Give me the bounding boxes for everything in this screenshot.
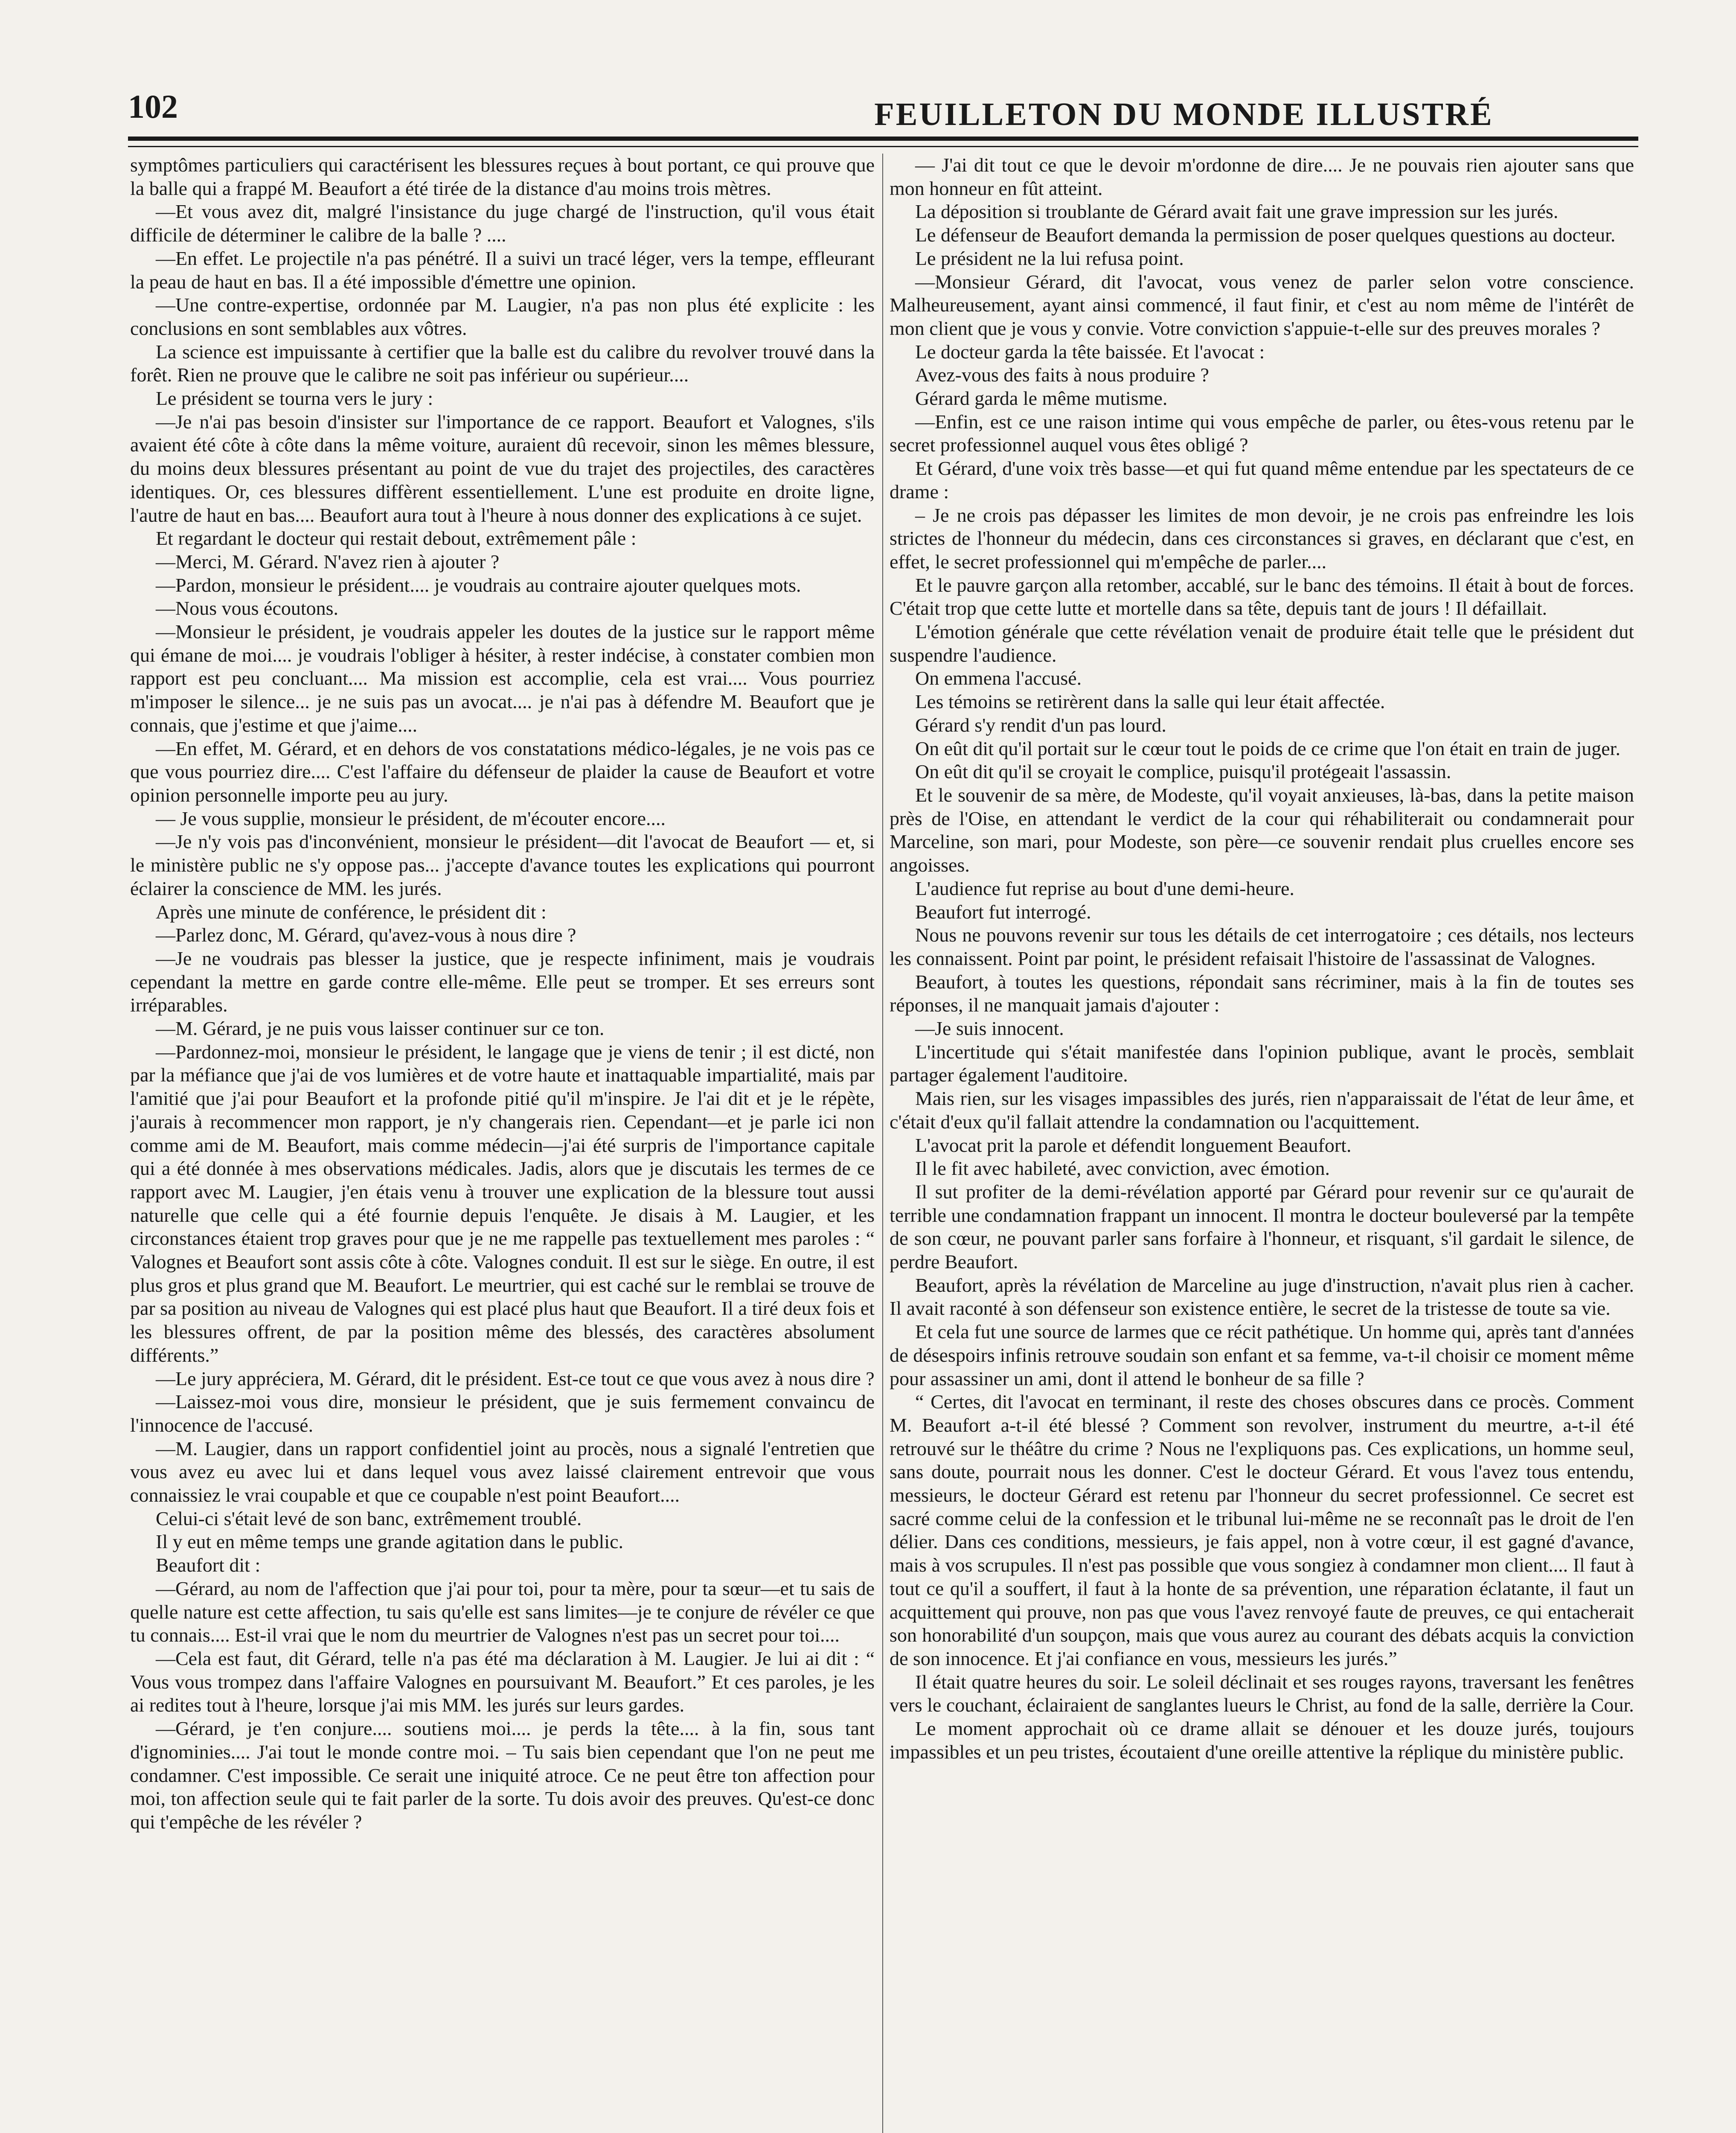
- paragraph: L'avocat prit la parole et défendit longuement Beaufort.: [915, 1134, 1352, 1156]
- paragraph: L'incertitude qui s'était manifestée dans l'opinion publique, avant le procès, semblait partager également l'auditoire.: [890, 1040, 1634, 1086]
- paragraph: Et regardant le docteur qui restait debout, extrêmement pâle :: [156, 527, 637, 549]
- paragraph: Et le pauvre garçon alla retomber, accablé, sur le banc des témoins. Il était à bout de forces. C'était trop que cette lutte et mortelle dans sa tête, depuis tant de jours ! Il défaillait.: [890, 574, 1634, 619]
- page-number: 102: [128, 88, 178, 125]
- paragraph: —Nous vous écoutons.: [156, 597, 339, 619]
- paragraph: On emmena l'accusé.: [915, 667, 1082, 689]
- paragraph: Le président se tourna vers le jury :: [156, 387, 433, 410]
- column-divider: [882, 154, 883, 2133]
- paragraph: On eût dit qu'il se croyait le complice, puisqu'il protégeait l'assassin.: [915, 761, 1451, 783]
- paragraph: Beaufort fut interrogé.: [915, 901, 1091, 923]
- paragraph: —Je n'y vois pas d'inconvénient, monsieur le président—dit l'avocat de Beaufort — et, si le ministère public ne s'y oppose pas... j'accepte d'avance toutes les explications qui pourront éclairer la conscience de MM. les jurés.: [130, 831, 875, 899]
- paragraph: Le moment approchait où ce drame allait se dénouer et les douze jurés, toujours impassibles et un peu tristes, écoutaient d'une oreille attentive la réplique du ministère public.: [890, 1717, 1634, 1763]
- paragraph: — Je vous supplie, monsieur le président, de m'écouter encore....: [156, 807, 666, 829]
- paragraph: Le défenseur de Beaufort demanda la permission de poser quelques questions au docteur.: [915, 224, 1616, 246]
- paragraph: Et Gérard, d'une voix très basse—et qui fut quand même entendue par les spectateurs de ce drame :: [890, 457, 1634, 503]
- paragraph: —M. Laugier, dans un rapport confidentiel joint au procès, nous a signalé l'entretien que vous avez eu avec lui et dans lequel vous avez laissé clairement entrevoir que vous connaissiez le vrai coupable et que ce coupable n'est point Beaufort....: [130, 1437, 875, 1506]
- paragraph: La science est impuissante à certifier que la balle est du calibre du revolver trouvé dans la forêt. Rien ne prouve que le calibre ne soit pas inférieur ou supérieur....: [130, 340, 875, 386]
- paragraph: —Merci, M. Gérard. N'avez rien à ajouter ?: [156, 550, 500, 572]
- header-rule-thin: [128, 146, 1638, 147]
- paragraph: Mais rien, sur les visages impassibles des jurés, rien n'apparaissait de l'état de leur âme, et c'était d'eux qu'il fallait attendre la condamnation ou l'acquittement.: [890, 1087, 1634, 1133]
- paragraph: On eût dit qu'il portait sur le cœur tout le poids de ce crime que l'on était en train de juger.: [915, 737, 1620, 759]
- header-rule-thick: [128, 137, 1638, 141]
- running-head-title: FEUILLETON DU MONDE ILLUSTRÉ: [874, 96, 1494, 132]
- paragraph: Beaufort, après la révélation de Marceline au juge d'instruction, n'avait plus rien à cacher. Il avait raconté à son défenseur son existence entière, le secret de la tristesse de toute sa vie.: [890, 1274, 1634, 1319]
- paragraph: —M. Gérard, je ne puis vous laisser continuer sur ce ton.: [156, 1017, 605, 1040]
- paragraph: Le docteur garda la tête baissée. Et l'avocat :: [915, 340, 1265, 363]
- paragraph: —Je n'ai pas besoin d'insister sur l'importance de ce rapport. Beaufort et Valognes, s'ils avaient été côte à côte dans la même voiture, auraient dû recevoir, sinon les mêmes blessure, du moins deux blessures présentant au point de vue du trajet des projectiles, des caractères identiques. Or, ces blessures diffèrent essentiellement. L'une est produite en droite ligne, l'autre de haut en bas.... Beaufort aura tout à l'heure à nous donner des explications à ce sujet.: [130, 410, 875, 526]
- paragraph: —En effet. Le projectile n'a pas pénétré. Il a suivi un tracé léger, vers la tempe, effleurant la peau de haut en bas. Il a été impossible d'émettre une opinion.: [130, 247, 875, 293]
- paragraph: L'émotion générale que cette révélation venait de produire était telle que le président dut suspendre l'audience.: [890, 621, 1634, 666]
- right-column: [890, 154, 1634, 2133]
- paragraph: —Laissez-moi vous dire, monsieur le président, que je suis fermement convaincu de l'innocence de l'accusé.: [130, 1391, 875, 1436]
- paragraph: Le président ne la lui refusa point.: [915, 247, 1184, 269]
- paragraph: Gérard garda le même mutisme.: [915, 387, 1168, 410]
- paragraph: — J'ai dit tout ce que le devoir m'ordonne de dire.... Je ne pouvais rien ajouter sans que mon honneur en fût atteint.: [890, 154, 1634, 199]
- paragraph: Après une minute de conférence, le président dit :: [156, 901, 547, 923]
- paragraph: Avez-vous des faits à nous produire ?: [915, 364, 1209, 386]
- paragraph: —Gérard, je t'en conjure.... soutiens moi.... je perds la tête.... à la fin, sous tant d'ignominies.... J'ai tout le monde contre moi. – Tu sais bien cependant que l'on ne peut me condamner. C'est impossible. Ce serait une iniquité atroce. Ce ne peut être ton affection pour moi, ton affection seule qui te fait parler de la sorte. Tu dois avoir des preuves. Qu'est-ce donc qui t'empêche de les révéler ?: [130, 1717, 875, 1833]
- paragraph: —Le jury appréciera, M. Gérard, dit le président. Est-ce tout ce que vous avez à nous dire ?: [156, 1367, 875, 1389]
- paragraph: Il y eut en même temps une grande agitation dans le public.: [156, 1531, 624, 1553]
- paragraph: La déposition si troublante de Gérard avait fait une grave impression sur les jurés.: [915, 201, 1559, 223]
- paragraph: symptômes particuliers qui caractérisent les blessures reçues à bout portant, ce qui prouve que la balle qui a frappé M. Beaufort a été tirée de la distance d'au moins trois mètres.: [130, 154, 875, 199]
- paragraph: —Monsieur Gérard, dit l'avocat, vous venez de parler selon votre conscience. Malheureusement, ayant ainsi commencé, il faut finir, et c'est au nom même de l'intérêt de mon client que je vous y convie. Votre conviction s'appuie-t-elle sur des preuves morales ?: [890, 270, 1634, 339]
- paragraph: Gérard s'y rendit d'un pas lourd.: [915, 714, 1166, 736]
- paragraph: L'audience fut reprise au bout d'une demi-heure.: [915, 877, 1294, 899]
- paragraph: —Et vous avez dit, malgré l'insistance du juge chargé de l'instruction, qu'il vous était difficile de déterminer le calibre de la balle ? ....: [130, 201, 875, 246]
- paragraph: —Gérard, au nom de l'affection que j'ai pour toi, pour ta mère, pour ta sœur—et tu sais de quelle nature est cette affection, tu sais qu'elle est sans limites—je te conjure de révéler ce que tu connais.... Est-il vrai que le nom du meurtrier de Valognes n'est pas un secret pour toi....: [130, 1577, 875, 1646]
- paragraph: Il sut profiter de la demi-révélation apporté par Gérard pour revenir sur ce qu'aurait de terrible une condamnation frappant un innocent. Il montra le docteur bouleversé par la tempête de son cœur, ne pouvant parler sans forfaire à l'honneur, et risquant, s'il gardait le silence, de perdre Beaufort.: [890, 1180, 1634, 1273]
- paragraph: —Je suis innocent.: [915, 1017, 1064, 1040]
- paragraph: Beaufort dit :: [156, 1554, 261, 1576]
- paragraph: Il le fit avec habileté, avec conviction, avec émotion.: [915, 1157, 1330, 1180]
- paragraph: —Je ne voudrais pas blesser la justice, que je respecte infiniment, mais je voudrais cependant la mettre en garde contre elle-même. Elle peut se tromper. Et ses erreurs sont irréparables.: [130, 947, 875, 1016]
- paragraph: Les témoins se retirèrent dans la salle qui leur était affectée.: [915, 691, 1385, 713]
- paragraph: —Cela est faut, dit Gérard, telle n'a pas été ma déclaration à M. Laugier. Je lui ai dit : “ Vous vous trompez dans l'affaire Valognes en poursuivant M. Beaufort.” Et ces paroles, je les ai redites tout à l'heure, lorsque j'ai mis MM. les jurés sur leurs gardes.: [130, 1648, 875, 1716]
- paragraph: Beaufort, à toutes les questions, répondait sans récriminer, mais à la fin de toutes ses réponses, il ne manquait jamais d'ajouter :: [890, 971, 1634, 1016]
- paragraph: —Enfin, est ce une raison intime qui vous empêche de parler, ou êtes-vous retenu par le secret professionnel auquel vous êtes obligé ?: [890, 410, 1634, 456]
- paragraph: —Pardon, monsieur le président.... je voudrais au contraire ajouter quelques mots.: [156, 574, 801, 596]
- left-column: [130, 154, 875, 2133]
- paragraph: Et cela fut une source de larmes que ce récit pathétique. Un homme qui, après tant d'années de désespoirs infinis retrouve soudain son enfant et sa femme, va-t-il choisir ce moment même pour assassiner un ami, dont il attend le bonheur de sa fille ?: [890, 1321, 1634, 1389]
- paragraph: —Monsieur le président, je voudrais appeler les doutes de la justice sur le rapport même qui émane de moi.... je voudrais l'obliger à hésiter, à rester indécise, à constater combien mon rapport est peu concluant.... Ma mission est accomplie, cela est vrai.... Vous pourriez m'imposer le silence... je ne suis pas un avocat.... je n'ai pas à défendre M. Beaufort que je connais, que j'estime et que j'aime....: [130, 621, 875, 736]
- paragraph: Et le souvenir de sa mère, de Modeste, qu'il voyait anxieuses, là-bas, dans la petite maison près de l'Oise, en attendant le verdict de la cour qui réhabiliterait ou condamnerait pour Marceline, son mari, pour Modeste, son père—ce souvenir rendait plus cruelles encore ses angoisses.: [890, 784, 1634, 876]
- paragraph: —En effet, M. Gérard, et en dehors de vos constatations médico-légales, je ne vois pas ce que vous pourriez dire.... C'est l'affaire du défenseur de plaider la cause de Beaufort et votre opinion personnelle importe peu au jury.: [130, 737, 875, 806]
- paragraph: —Pardonnez-moi, monsieur le président, le langage que je viens de tenir ; il est dicté, non par la méfiance que j'ai de vos lumières et de votre haute et inattaquable impartialité, mais par l'amitié que j'ai pour Beaufort et la profonde pitié qu'il m'inspire. Je l'ai dit et je le répète, j'aurais à recommencer mon rapport, je n'y changerais rien. Cependant—et je parle ici non comme ami de M. Beaufort, mais comme médecin—j'ai été surpris de l'importance capitale qui a été donnée à mes observations médicales. Jadis, alors que je discutais les termes de ce rapport avec M. Laugier, j'en étais venu à trouver une explication de la blessure tout aussi naturelle que celle qui a été fournie depuis l'enquête. Je disais à M. Laugier, et les circonstances étaient trop graves pour que je ne me rappelle pas textuellement mes paroles : “ Valognes et Beaufort sont assis côte à côte. Valognes conduit. Il est sur le siège. En outre, il est plus gros et plus grand que M. Beaufort. Le meurtrier, qui est caché sur le remblai se trouve de par sa position au niveau de Valognes qui est placé plus haut que Beaufort. Il a tiré deux fois et les blessures offrent, de par la position même des blessés, des caractères absolument différents.”: [130, 1040, 875, 1366]
- paragraph: Il était quatre heures du soir. Le soleil déclinait et ses rouges rayons, traversant les fenêtres vers le couchant, éclairaient de sanglantes lueurs le Christ, au fond de la salle, derrière la Cour.: [890, 1671, 1634, 1716]
- paragraph: —Parlez donc, M. Gérard, qu'avez-vous à nous dire ?: [156, 924, 576, 946]
- paragraph: Nous ne pouvons revenir sur tous les détails de cet interrogatoire ; ces détails, nos lecteurs les connaissent. Point par point, le président refaisait l'histoire de l'assassinat de Valognes.: [890, 924, 1634, 969]
- paragraph: —Une contre-expertise, ordonnée par M. Laugier, n'a pas non plus été explicite : les conclusions en sont semblables aux vôtres.: [130, 294, 875, 339]
- paragraph: “ Certes, dit l'avocat en terminant, il reste des choses obscures dans ce procès. Comment M. Beaufort a-t-il été blessé ? Comment son revolver, instrument du meurtre, a-t-il été retrouvé sur le théâtre du crime ? Nous ne l'expliquons pas. Ces explications, un homme seul, sans doute, pourrait nous les donner. C'est le docteur Gérard. Et vous l'avez tous entendu, messieurs, le docteur Gérard est retenu par l'honneur du secret professionnel. Ce secret est sacré comme celui de la confession et le tribunal lui-même ne se reconnaît pas le droit de l'en délier. Dans ces conditions, messieurs, je fais appel, non à votre cœur, il est gagné d'avance, mais à vos scrupules. Il n'est pas possible que vous songiez à condamner mon client.... Il faut à tout ce qu'il a souffert, il faut à la honte de sa prévention, une réparation éclatante, il faut un acquittement qui prouve, non pas que vous l'avez renvoyé faute de preuves, ce qui entacherait son honorabilité d'un soupçon, mais que vous aurez au courant des débats acquis la conviction de son innocence. Et j'ai confiance en vous, messieurs les jurés.”: [890, 1391, 1634, 1669]
- paragraph: Celui-ci s'était levé de son banc, extrêmement troublé.: [156, 1507, 582, 1529]
- paragraph: – Je ne crois pas dépasser les limites de mon devoir, je ne crois pas enfreindre les lois strictes de l'honneur du médecin, dans ces circonstances si graves, en déclarant que c'est, en effet, le secret professionnel qui m'empêche de parler....: [890, 504, 1634, 572]
